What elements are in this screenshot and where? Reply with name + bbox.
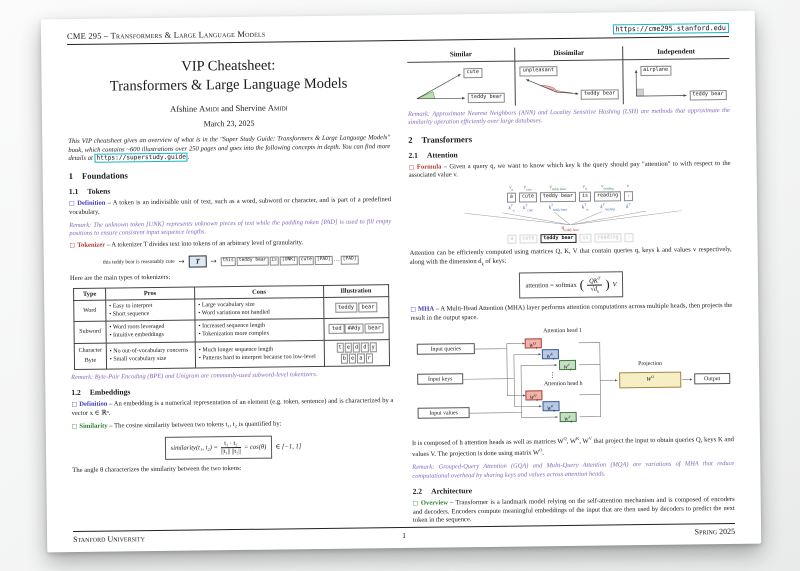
tokenizer-types-table (73, 284, 390, 369)
token: reading (594, 233, 621, 243)
dissimilar-vectors-diagram (515, 60, 623, 105)
author-last-name: Amidi (199, 102, 220, 114)
token: a (357, 353, 364, 363)
independent-vectors-diagram (622, 59, 730, 104)
ellipsis: … (333, 257, 340, 264)
token: a (507, 234, 516, 244)
section-heading-foundations: 1 Foundations (68, 170, 128, 182)
section-heading-attention: 2.1 Attention (408, 149, 458, 160)
panel-label-dissimilar: Dissimilar (514, 46, 621, 61)
highlighted-token: teddy bear (540, 234, 576, 244)
pdf-page (41, 11, 761, 553)
square-bullet-icon: □ (68, 200, 76, 208)
token: d (353, 342, 360, 352)
table-row: Character Byte • No out-of-vocabulary concerns • Small vocabulary size • Much longer sequence length • Patterns hard to interpret because too low-level t e d d y b e a r (74, 339, 389, 369)
title-line-2: Transformers & Large Language Models (109, 75, 348, 95)
token: t (336, 342, 343, 352)
similarity-paragraph: □ Similarity – The cosine similarity between two tokens t₁, t₂ is quantified by: (71, 420, 282, 430)
key-label: $k^T_{is}$ (581, 202, 589, 212)
square-bullet-icon: □ (412, 499, 419, 507)
token: [PAD] (315, 256, 333, 265)
attention-formula: attention = softmax ( $\frac{QK^T}{√d_k}$ ) V (410, 270, 732, 300)
remark-bpe: Remark: Byte-Pair Encoding (BPE) and Unigram are commonly-used subword-level tokenizers. (71, 370, 318, 381)
title-line-1: VIP Cheatsheet: (181, 57, 276, 75)
token: is (579, 192, 591, 202)
similar-vectors-diagram (407, 62, 515, 107)
token: reading (594, 192, 621, 202)
wqh-matrix: $W^Q_h$ (525, 390, 542, 400)
wq1-matrix: $W^Q_1$ (525, 338, 542, 348)
token: teddy bear (540, 192, 576, 202)
panel-label-similar: Similar (407, 48, 514, 63)
page-number: 1 (402, 530, 407, 541)
token: r (365, 353, 372, 363)
institution: Stanford University (73, 534, 145, 545)
attention-diagram (409, 182, 732, 245)
token: teddy bear (689, 90, 726, 100)
right-arrow-icon: → (178, 257, 185, 267)
formula-intro-paragraph: □ Formula – Given a query q, we want to know which key k the query should pay "attention" to with respect to the associated value v. (408, 159, 731, 180)
course-title: CME 295 – Transformers & Large Language Models (66, 28, 266, 42)
query-label: $q_{teddy bear}$ (561, 224, 580, 232)
term: Spring 2025 (694, 526, 736, 537)
output-token-sequence (221, 255, 359, 266)
square-bullet-icon: □ (408, 163, 415, 171)
author-separator: and Shervine (221, 102, 266, 113)
table-row: Word • Easy to interpret • Short sequence • Large vocabulary size • Word variations not handled teddy bear (74, 297, 389, 322)
wk1-matrix: $W^K_1$ (542, 349, 559, 359)
value-label: $v_{reading}$ (601, 183, 614, 191)
tokenizer-paragraph: □ Tokenizer – A tokenizer T divides text into tokens of an arbitrary level of granularity. (69, 239, 304, 250)
remark-unk-pad: Remark: The unknown token [UNK] represents unknown pieces of text while the padding token [PAD] is used to fill empty positions to ensure consistent input sequence lengths. (69, 217, 392, 238)
token: e (349, 353, 356, 363)
course-url-link[interactable]: https://cme295.stanford.edu (612, 23, 729, 34)
similarity-panels (407, 45, 730, 107)
mha-diagram (411, 324, 734, 434)
table-header-row: Type Pros Cons Illustration (74, 285, 389, 301)
token: cute (463, 68, 482, 78)
token: y (369, 342, 376, 352)
authors (68, 101, 390, 115)
key-label: $k^T_{teddy bear}$ (548, 202, 568, 212)
superstudy-link[interactable]: https://superstudy.guide (94, 153, 188, 163)
tokenizer-pipeline-diagram (70, 253, 392, 269)
author-last-name-2: Amidi (267, 102, 288, 113)
remark-gqa-mqa: Remark: Grouped-Query Attention (GQA) and Multi-Query Attention (MQA) are variations of MHA that reduce computational overhead by sharing keys and values across attention heads. (412, 460, 735, 480)
token: d (361, 342, 368, 352)
square-bullet-icon: □ (69, 242, 76, 250)
definition-embedding-paragraph: □ Definition – An embedding is a numerical representation of an element (e.g. token, sentence) and is characterized by a vector x ∈ ℝⁿ. (71, 397, 394, 417)
token: . (624, 192, 633, 202)
key-label: $k^T_.$ (626, 202, 632, 211)
table-row: Subword • Word roots leveraged • Intuitive embeddings • Increased sequence length • Tokenization more complex ted ##dy bear (74, 318, 389, 343)
panel-label-independent: Independent (622, 45, 730, 60)
attention-computation-text: Attention can be efficiently computed using matrices Q, K, V that contain queries q, keys k and values v respectively, along with the dimension $d_k$ of keys: (409, 246, 732, 267)
token: is (579, 233, 591, 243)
remark-ann-lsh: Remark: Approximate Nearest Neighbors (ANN) and Locality Sensitive Hashing (LSH) are methods that approximate the similarity operation efficiently over large databases. (407, 106, 730, 127)
token: . (625, 233, 634, 243)
left-column (67, 47, 395, 534)
page-title (67, 55, 389, 97)
token: this (221, 257, 236, 266)
key-label: $k^T_a$ (508, 203, 515, 213)
output-box: Output (694, 373, 730, 384)
token: unpleasant (520, 66, 557, 76)
section-heading-tokens: 1.1 Tokens (68, 186, 111, 197)
token: bear (358, 302, 377, 312)
section-heading-embeddings: 1.2 Embeddings (71, 387, 131, 398)
token: cute (519, 193, 537, 203)
token: teddy bear (468, 93, 505, 103)
publication-date: March 23, 2025 (203, 118, 255, 129)
wkh-matrix: $W^K_h$ (542, 401, 559, 411)
token: cute (299, 256, 314, 265)
intro-paragraph (68, 134, 390, 164)
token: e (345, 342, 352, 352)
definition-token-paragraph: □ Definition – A token is an indivisible unit of text, such as a word, subword or character, and is part of a predefined vocabulary. (68, 196, 392, 217)
value-label: $v_.$ (626, 183, 631, 191)
token: [PAD] (341, 255, 359, 264)
wo-matrix: $W^O$ (619, 372, 681, 389)
token: teddy bear (581, 89, 618, 99)
key-label: $k^T_{reading}$ (600, 202, 616, 212)
right-arrow-icon: → (210, 257, 217, 266)
input-values-box: Input values (418, 407, 470, 419)
intro-period: . (187, 153, 190, 161)
overview-paragraph: □ Overview – Transformer is a landmark model relying on the self-attention mechanism and is composed of encoders and decoders. Encoders compute meaningful embeddings of the input that are then used by decoders to predict the next token in the sequence. (412, 495, 735, 525)
square-bullet-icon: □ (410, 306, 417, 314)
token: teddy bear (237, 256, 269, 265)
token: airplane (640, 66, 671, 76)
vertical-dots: ⋮ (549, 371, 557, 380)
angle-note: The angle θ characterizes the similarity between the two tokens: (72, 464, 242, 474)
right-column (407, 43, 735, 530)
author-first-name: Afshine (170, 103, 198, 114)
square-bullet-icon: □ (71, 401, 78, 409)
value-label: $v_{teddy bear}$ (549, 184, 567, 192)
mha-composition-text: It is composed of h attention heads as well as matrices $W^Q$, $W^K$, $W^V$ that project the input to obtain queries Q, keys K and values V. The projection is done using matrix $W^O$. (411, 435, 734, 459)
token: bear (365, 324, 384, 334)
token: ted (329, 324, 345, 334)
token: b (341, 353, 348, 363)
intro-text: This VIP cheatsheet gives an overview of what is in the "Super Study Guide: Transformers & Large Language Models" book, which contains ~600 illustrations over 250 pages and goes into the following concepts in depth. You can find more details at (68, 133, 391, 163)
token: [UNK] (280, 256, 298, 265)
value-label: $v_{is}$ (582, 184, 588, 192)
page-header (67, 23, 729, 45)
section-heading-architecture: 2.2 Architecture (412, 485, 473, 496)
projection-label: Projection (638, 360, 662, 368)
cosine-similarity-formula: similarity(t₁, t₂) = $\frac{\text{t₁ · t₂}}{\text{||t₁|| ||t₂||}}$ = cos(θ) ∈ [−1, 1] (72, 434, 394, 461)
key-label: $k^T_{cute}$ (523, 203, 533, 213)
section-heading-transformers: 2 Transformers (408, 133, 473, 145)
value-label: $v_a$ (509, 184, 514, 192)
token: cute (519, 234, 537, 244)
value-label: $v_{cute}$ (523, 184, 532, 192)
token: is (269, 256, 279, 265)
wvh-matrix: $W^V_h$ (560, 412, 577, 422)
mha-paragraph: □ MHA – A Multi-Head Attention (MHA) layer performs attention computations across multiple heads, then projects the result in the output space. (410, 302, 733, 323)
tokenizer-box: T (188, 256, 206, 268)
attention-head-1-label: Attention head 1 (543, 327, 582, 335)
raw-input-text: this teddy bear is reasonably cute (102, 259, 175, 266)
token: teddy (335, 303, 357, 313)
attention-head-h-label: Attention head h (543, 380, 583, 388)
table-intro-text: Here are the main types of tokenizers: (69, 274, 171, 283)
input-queries-box: Input queries (417, 343, 475, 355)
token: ##dy (345, 324, 364, 334)
square-bullet-icon: □ (71, 422, 78, 430)
token: a (507, 193, 516, 203)
input-keys-box: Input keys (417, 373, 463, 385)
wv1-matrix: $W^V_1$ (559, 360, 576, 370)
